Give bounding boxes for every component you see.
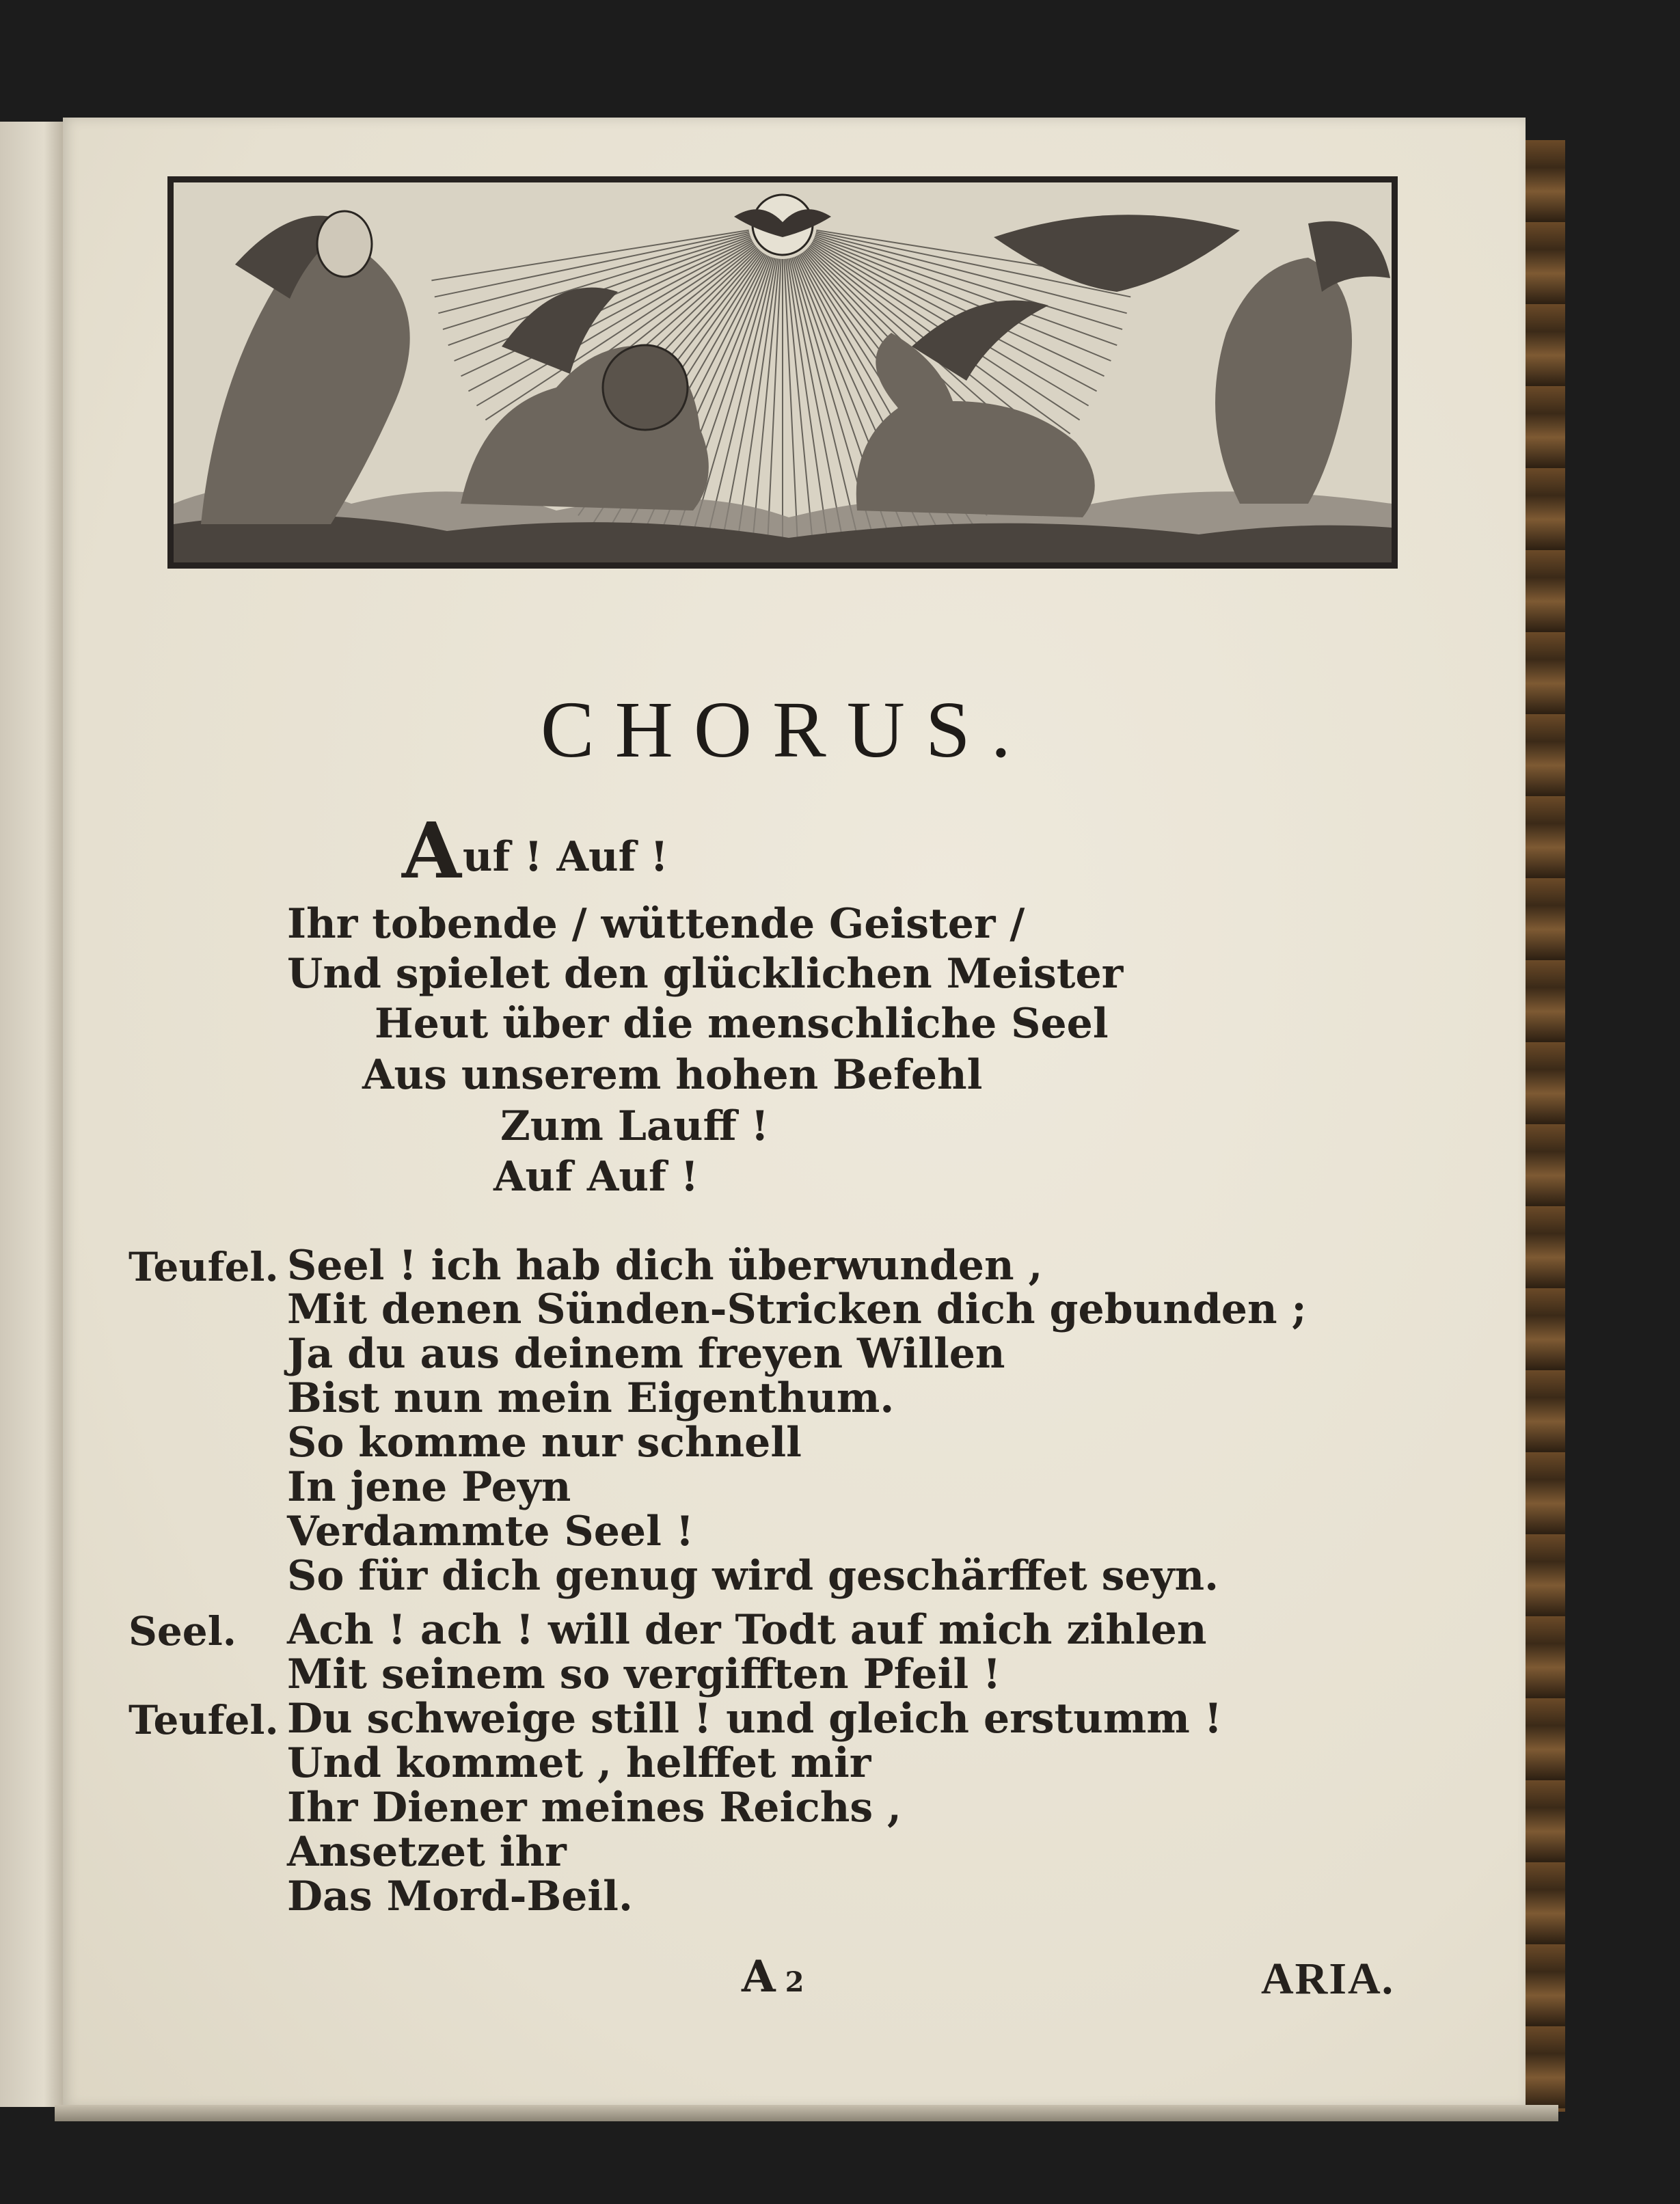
book-spine [1526, 140, 1565, 2112]
verse-line: Das Mord-Beil. [287, 1873, 633, 1920]
verse-line: Mit denen Sünden-Stricken dich gebunden ; [287, 1285, 1307, 1333]
section-heading: CHORUS. [540, 685, 1032, 774]
verse-line: Seel ! ich hab dich überwunden , [287, 1242, 1043, 1290]
verse-line: Du schweige still ! und gleich erstumm ! [287, 1695, 1223, 1743]
verse-line: So komme nur schnell [287, 1419, 802, 1467]
page-bottom-edge [55, 2105, 1558, 2121]
chorus-line-5: Aus unserem hohen Befehl [362, 1051, 983, 1099]
signature-mark: A 2 [742, 1951, 804, 2002]
verse-line: Mit seinem so vergifften Pfeil ! [287, 1650, 1001, 1698]
verse-line: So für dich genug wird geschärffet seyn. [287, 1552, 1219, 1600]
verse-line: Ja du aus deinem freyen Willen [287, 1330, 1005, 1378]
chorus-line-3: Und spielet den glücklichen Meister [287, 950, 1124, 998]
speaker-label: Teufel. [128, 1697, 279, 1743]
chorus-line-1: Auf ! Auf ! [402, 806, 668, 896]
speaker-label: Seel. [128, 1608, 236, 1655]
verse-line: Ansetzet ihr [287, 1828, 567, 1876]
verse-line: Ihr Diener meines Reichs , [287, 1784, 902, 1832]
chorus-line-2: Ihr tobende / wüttende Geister / [287, 900, 1025, 948]
chorus-line-6: Zum Lauff ! [500, 1102, 769, 1150]
woodcut-illustration [167, 176, 1398, 569]
verse-line: In jene Peyn [287, 1463, 571, 1511]
chorus-line-4: Heut über die menschliche Seel [375, 1000, 1109, 1048]
verse-line: Bist nun mein Eigenthum. [287, 1374, 895, 1422]
verse-line: Und kommet , helffet mir [287, 1739, 871, 1787]
catchword: ARIA. [1261, 1954, 1395, 2004]
verse-line: Verdammte Seel ! [287, 1508, 694, 1555]
speaker-label: Teufel. [128, 1244, 279, 1290]
drop-cap: A [402, 806, 461, 896]
left-page-edge [0, 122, 63, 2107]
chorus-line-7: Auf Auf ! [493, 1153, 699, 1201]
verse-line: Ach ! ach ! will der Todt auf mich zihlen [287, 1606, 1207, 1654]
